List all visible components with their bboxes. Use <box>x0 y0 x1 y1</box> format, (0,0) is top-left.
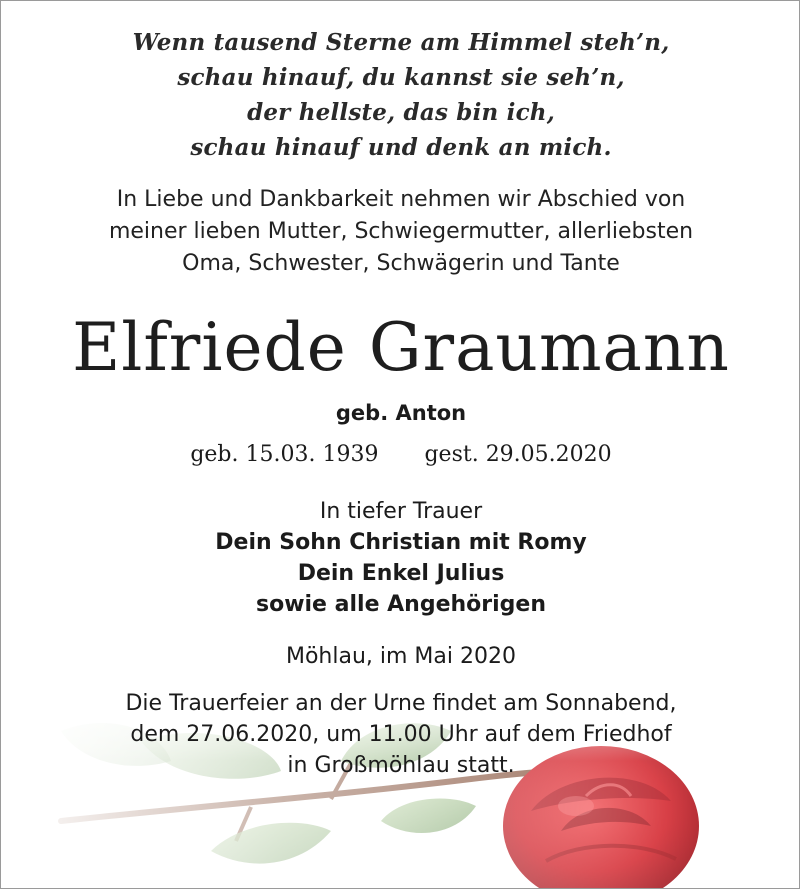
mourner-line: sowie alle Angehörigen <box>255 592 547 617</box>
intro-line: meiner lieben Mutter, Schwiegermutter, allerliebsten <box>108 219 694 244</box>
funeral-line: in Großmöhlau statt. <box>287 753 515 778</box>
poem-line: Wenn tausend Sterne am Himmel steh’n, <box>132 29 670 56</box>
poem-line: schau hinauf, du kannst sie seh’n, <box>177 64 625 91</box>
death-date: gest. 29.05.2020 <box>424 442 612 467</box>
birth-date: geb. 15.03. 1939 <box>190 442 379 467</box>
mourners-block <box>1 496 800 620</box>
farewell-text <box>1 184 800 280</box>
life-dates <box>1 438 800 472</box>
memorial-poem <box>1 25 800 165</box>
funeral-line: dem 27.06.2020, um 11.00 Uhr auf dem Friedhof <box>130 722 672 747</box>
mourner-line: Dein Enkel Julius <box>297 561 505 586</box>
mourner-line: Dein Sohn Christian mit Romy <box>215 530 587 555</box>
intro-line: Oma, Schwester, Schwägerin und Tante <box>182 251 620 276</box>
funeral-announcement <box>1 688 800 781</box>
poem-line: schau hinauf und denk an mich. <box>190 134 612 161</box>
place-and-date: Möhlau, im Mai 2020 <box>285 644 516 669</box>
deceased-name: Elfriede Graumann <box>72 309 730 386</box>
mourning-intro: In tiefer Trauer <box>319 499 483 524</box>
poem-line: der hellste, das bin ich, <box>247 99 555 126</box>
funeral-line: Die Trauerfeier an der Urne findet am Sonnabend, <box>125 691 677 716</box>
intro-line: In Liebe und Dankbarkeit nehmen wir Abschied von <box>116 187 686 212</box>
maiden-name: geb. Anton <box>335 401 467 425</box>
